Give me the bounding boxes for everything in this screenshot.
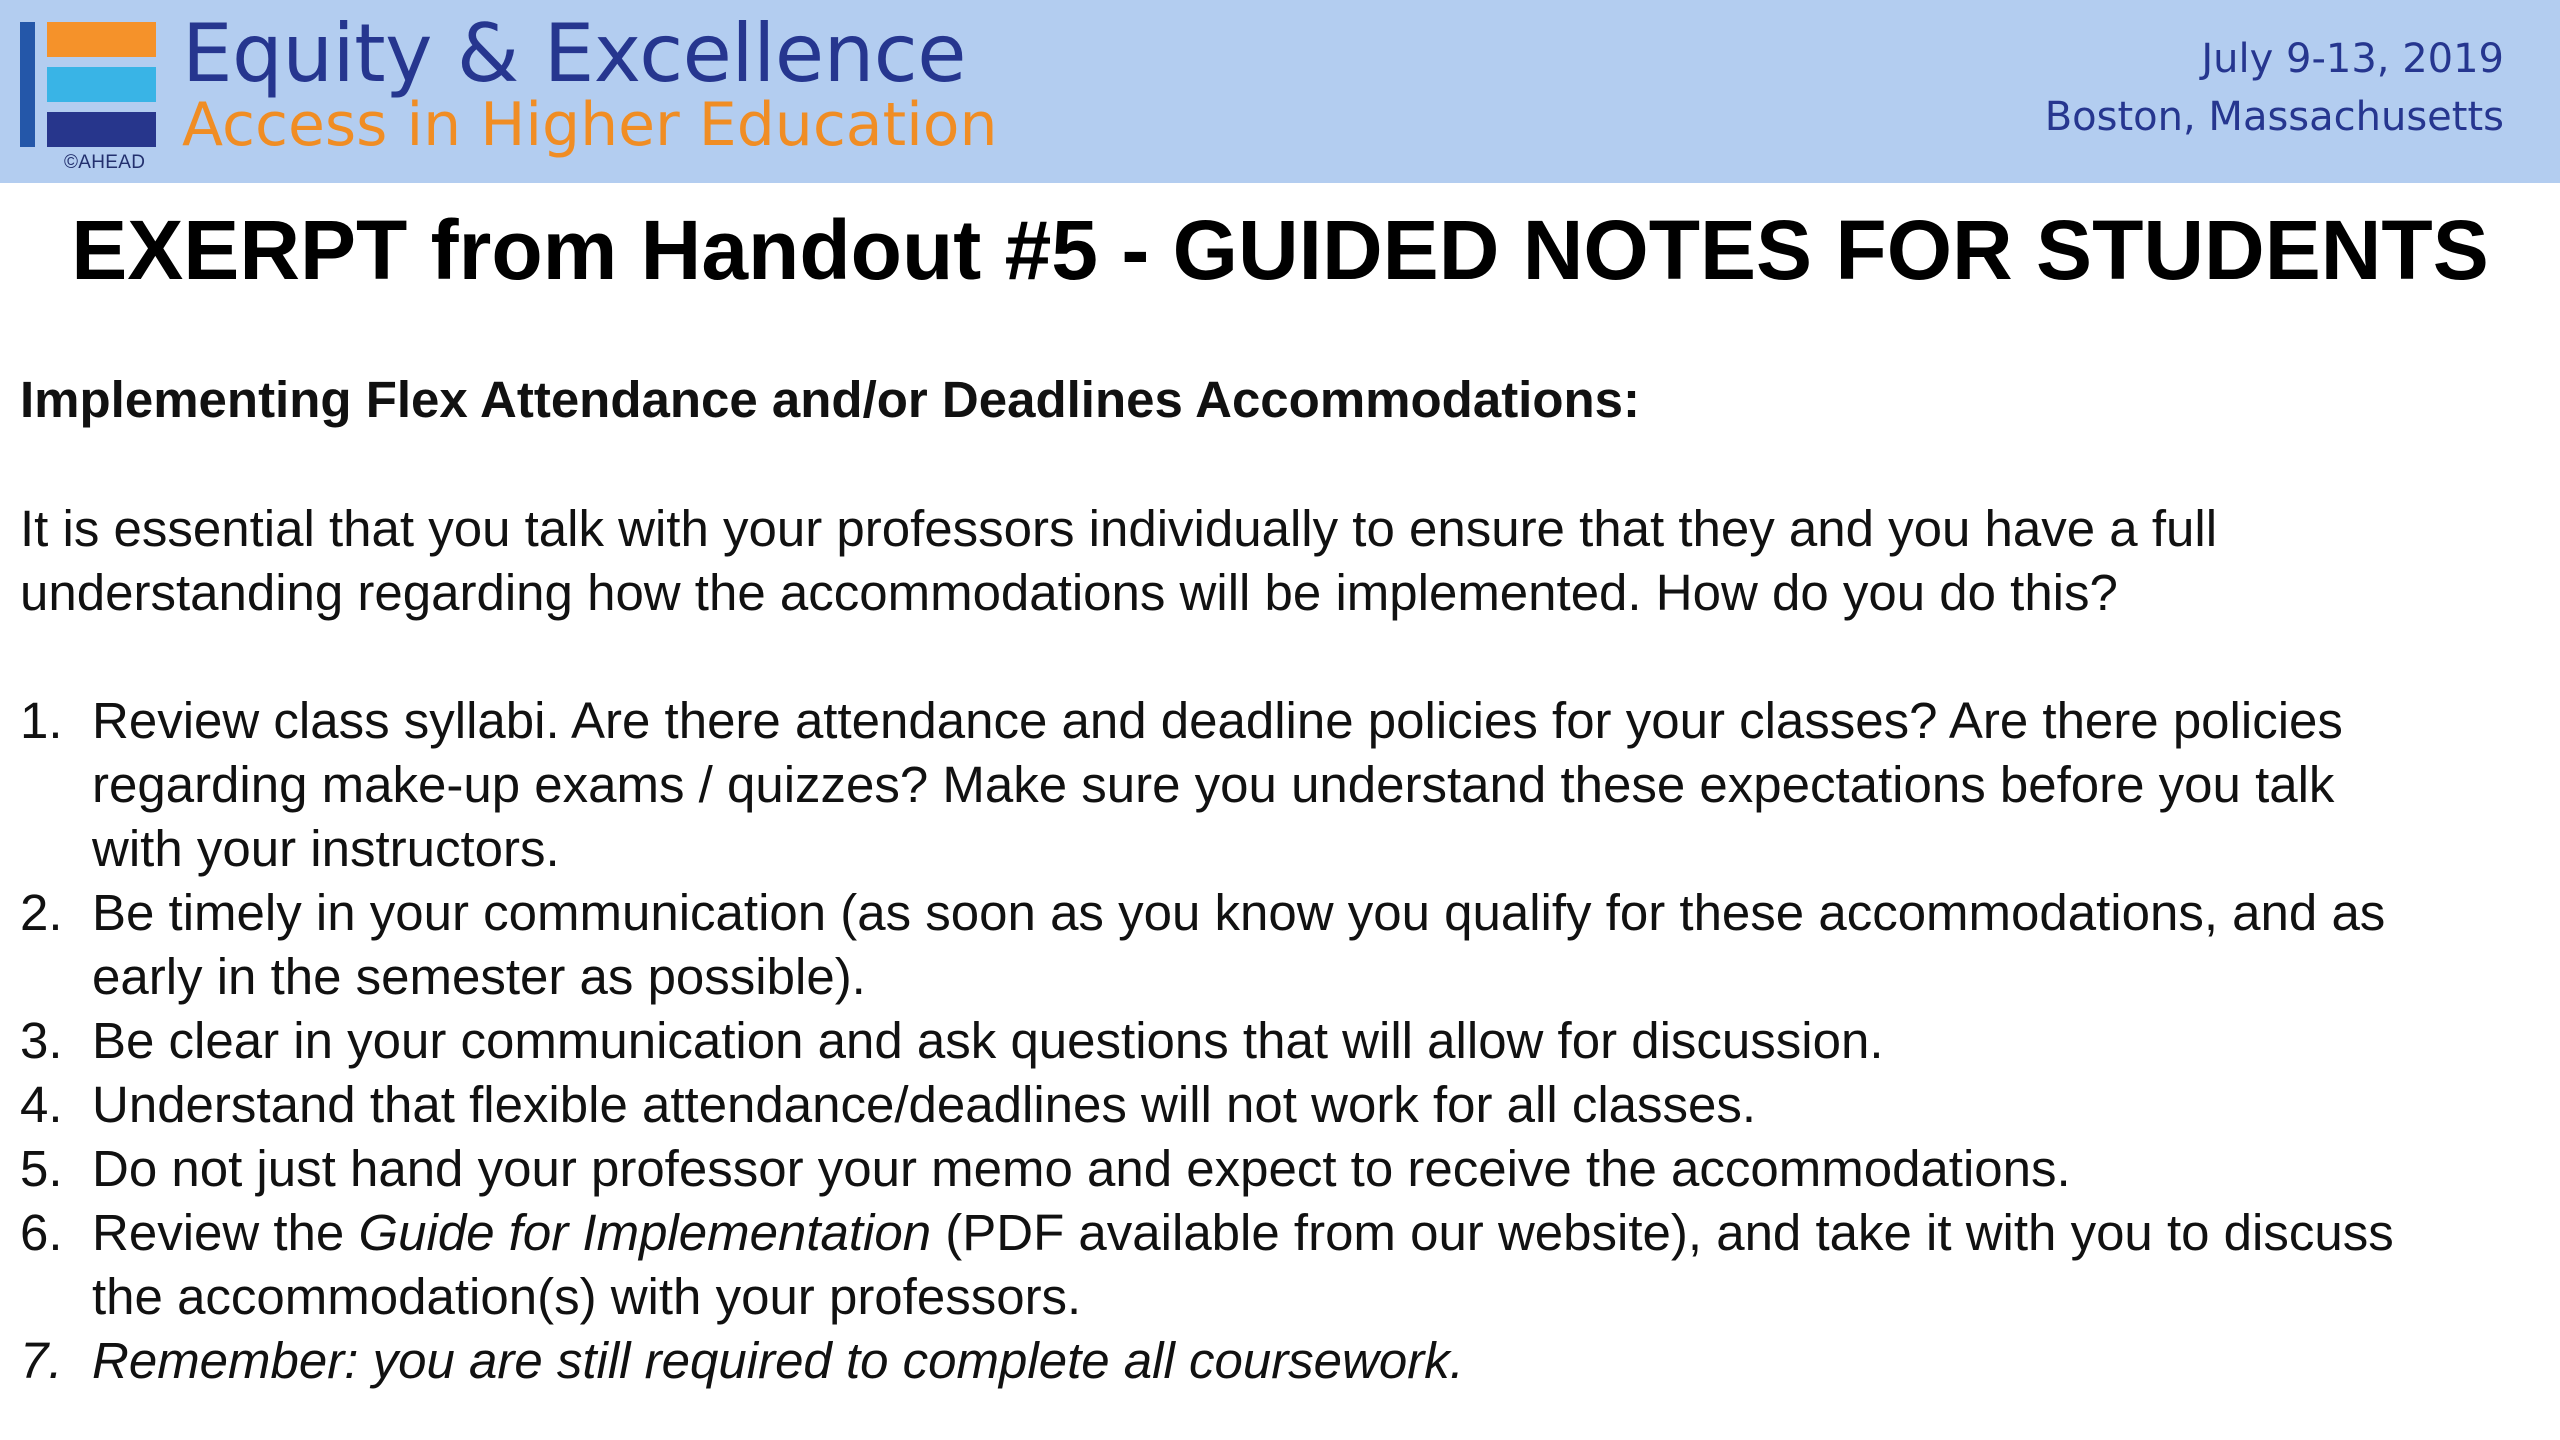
step-number: 4. (20, 1076, 63, 1133)
logo-vertical-bar (20, 22, 35, 147)
logo-cyan-block (47, 67, 156, 102)
step-text-line: the accommodation(s) with your professors. (92, 1268, 1082, 1325)
step-text-line: Understand that flexible attendance/deadlines will not work for all classes. (92, 1076, 1757, 1133)
list-item-step-7 (20, 1329, 2530, 1393)
step-text-segment: Review the (92, 1204, 359, 1261)
step-text-line: Review class syllabi. Are there attendance and deadline policies for your classes? Are there policies (92, 692, 2343, 749)
step-text-line (92, 1201, 2530, 1265)
logo-orange-block (47, 22, 156, 57)
section-heading: Implementing Flex Attendance and/or Deadlines Accommodations: (20, 371, 1640, 428)
step-number: 3. (20, 1012, 63, 1069)
step-text-segment: (PDF available from our website), and take it with you to discuss (931, 1204, 2394, 1261)
logo-credit: ©AHEAD (64, 152, 146, 173)
step-text-line: regarding make-up exams / quizzes? Make sure you understand these expectations before you talk (92, 756, 2335, 813)
event-date: July 9-13, 2019 (2201, 36, 2504, 82)
guide-title-emphasis: Guide for Implementation (358, 1204, 932, 1261)
step-text-line: Do not just hand your professor your memo and expect to receive the accommodations. (92, 1140, 2071, 1197)
step-text-line: Be clear in your communication and ask questions that will allow for discussion. (92, 1012, 1884, 1069)
step-number: 6. (20, 1204, 63, 1261)
brand-subtitle: Access in Higher Education (182, 90, 998, 160)
logo-navy-block (47, 112, 156, 147)
list-item-step-4 (20, 1073, 2530, 1137)
list-item-step-3 (20, 1009, 2530, 1073)
list-item-step-6 (20, 1201, 2530, 1329)
step-text-line: Remember: you are still required to complete all coursework. (92, 1332, 1464, 1389)
list-item-step-1 (20, 689, 2530, 881)
step-text-line: early in the semester as possible). (92, 948, 866, 1005)
intro-line: It is essential that you talk with your professors individually to ensure that they and you have a full (20, 500, 2218, 557)
step-number: 5. (20, 1140, 63, 1197)
intro-line: understanding regarding how the accommodations will be implemented. How do you do this? (20, 564, 2118, 621)
page-title: EXERPT from Handout #5 - GUIDED NOTES FOR STUDENTS (71, 203, 2489, 297)
step-number: 2. (20, 884, 63, 941)
step-text-line: with your instructors. (92, 820, 560, 877)
brand-title: Equity & Excellence (182, 7, 966, 100)
intro-paragraph (20, 497, 2520, 625)
event-location: Boston, Massachusetts (2044, 94, 2504, 140)
step-number: 7. (20, 1332, 63, 1389)
conference-header-banner (0, 0, 2560, 183)
list-item-step-5 (20, 1137, 2530, 1201)
step-number: 1. (20, 692, 63, 749)
guided-steps-list (20, 689, 2530, 1393)
ahead-logo-icon (20, 22, 156, 147)
step-text-line: Be timely in your communication (as soon as you know you qualify for these accommodations, and as (92, 884, 2386, 941)
list-item-step-2 (20, 881, 2530, 1009)
